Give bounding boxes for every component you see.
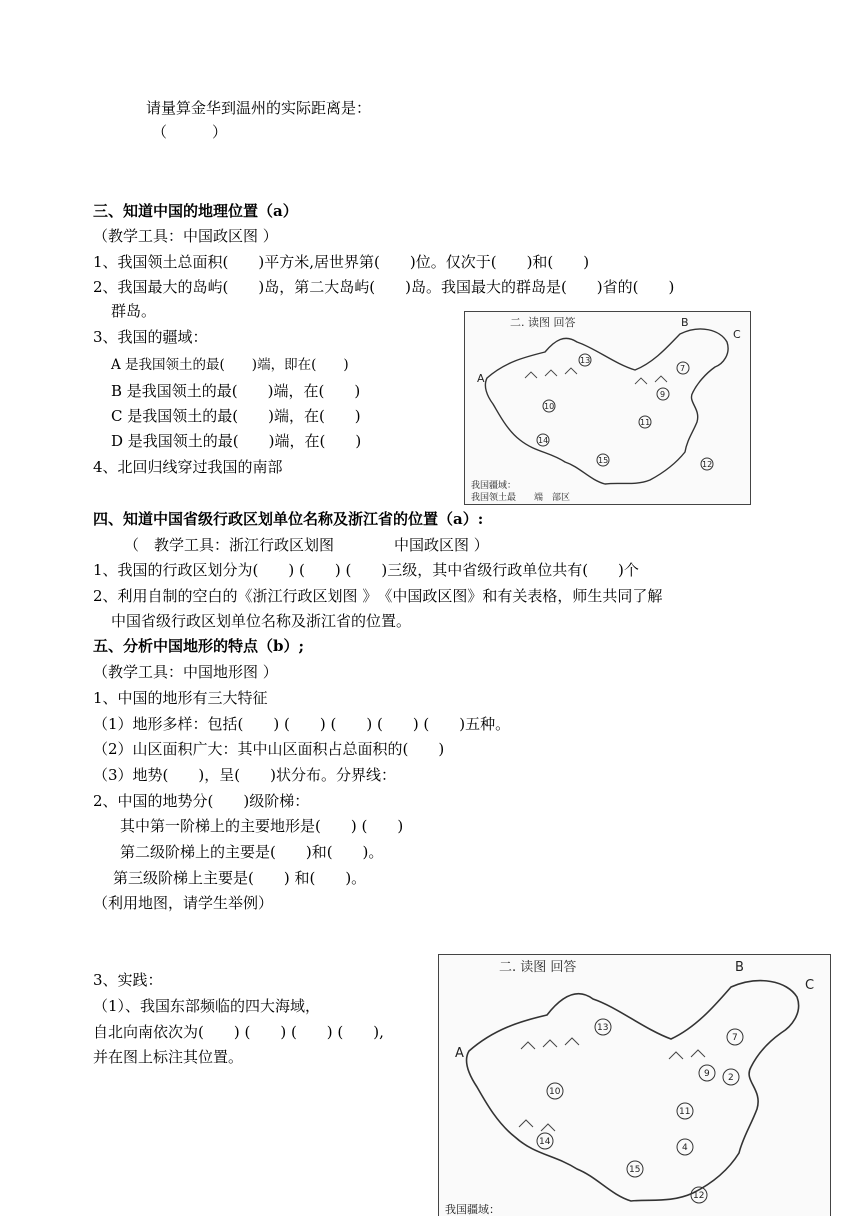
section-5-tool: （教学工具：中国地形图 ） [93, 663, 278, 681]
section-5-q2-3: 第三级阶梯上主要是( ) 和( )。 [113, 869, 367, 887]
section-4-q2-cont: 中国省级行政区划单位名称及浙江省的位置。 [111, 612, 412, 630]
map-footer: 我国疆域： [445, 1203, 500, 1216]
map-number: 13 [597, 1023, 609, 1033]
map-number: 15 [598, 456, 609, 465]
label-a: A [477, 372, 485, 385]
section-5-q2: 2、中国的地势分( )级阶梯： [93, 792, 310, 810]
map-number: 10 [549, 1087, 561, 1097]
label-a: A [455, 1046, 464, 1061]
map-number: 10 [544, 402, 555, 411]
section-4-tool: （ 教学工具：浙江行政区划图 中国政区图 ） [124, 536, 489, 554]
section-3-tool: （教学工具：中国政区图 ） [93, 227, 278, 245]
label-c: C [733, 328, 741, 341]
map-number: 2 [728, 1073, 734, 1083]
map-number: 4 [682, 1143, 688, 1153]
map-header: 二. 读图 回答 [499, 960, 577, 975]
section-4-heading: 四、知道中国省级行政区划单位名称及浙江省的位置（a）: [93, 510, 484, 528]
section-5-q1-3: （3）地势( )，呈( )状分布。分界线： [93, 766, 396, 784]
section-5-q1-2: （2）山区面积广大：其中山区面积占总面积的( ) [93, 740, 445, 758]
china-map-sketch-2 [438, 954, 831, 1216]
section-5-q3-2: 自北向南依次为( ) ( ) ( ) ( ), [93, 1023, 384, 1041]
map-footer-2: 我国领土最 端 部区 [471, 493, 571, 503]
section-5-q3-1: （1）、我国东部频临的四大海域， [93, 997, 321, 1015]
china-map-sketch-1 [464, 311, 751, 505]
map-drawing [439, 955, 830, 1216]
section-3-q3-c: C 是我国领土的最( )端，在( ) [111, 407, 361, 425]
map-header: 二. 读图 回答 [510, 316, 576, 329]
section-3-q1: 1、我国领土总面积( )平方米,居世界第( )位。仅次于( )和( ) [93, 253, 590, 271]
map-number: 14 [538, 436, 549, 445]
section-3-q3-a: A 是我国领土的最( )端，即在( ) [111, 357, 349, 373]
map-number: 7 [732, 1033, 738, 1043]
section-5-q2-1: 其中第一阶梯上的主要地形是( ) ( ) [120, 817, 404, 835]
section-4-q2: 2、利用自制的空白的《浙江行政区划图 》 《中国政区图》和有关表格，师生共同了解 [93, 587, 663, 605]
label-b: B [681, 316, 689, 329]
section-5-q3-3: 并在图上标注其位置。 [93, 1048, 244, 1066]
label-b: B [735, 960, 744, 975]
map-number: 11 [679, 1107, 691, 1117]
section-5-q2-2: 第二级阶梯上的主要是( )和( )。 [120, 843, 384, 861]
distance-answer-blank: （ ） [152, 123, 228, 141]
section-4-q1: 1、我国的行政区划分为( ) ( ) ( )三级，其中省级行政单位共有( )个 [93, 561, 639, 579]
section-5-q1: 1、中国的地形有三大特征 [93, 689, 268, 707]
map-number: 9 [704, 1069, 710, 1079]
section-3-q3-d: D 是我国领土的最( )端，在( ) [111, 432, 362, 450]
map-number: 7 [680, 364, 686, 373]
section-5-q3: 3、实践： [93, 971, 163, 989]
section-3-q3: 3、我国的疆域： [93, 328, 208, 346]
map-number: 15 [629, 1165, 641, 1175]
map-number: 11 [640, 418, 651, 427]
section-3-heading: 三、知道中国的地理位置（a） [93, 202, 298, 220]
section-5-q1-1: （1）地形多样：包括( ) ( ) ( ) ( ) ( )五种。 [93, 715, 511, 733]
map-number: 12 [702, 460, 713, 469]
section-3-q2-cont: 群岛。 [111, 302, 157, 320]
section-3-q3-b: B 是我国领土的最( )端，在( ) [111, 382, 361, 400]
section-3-q4: 4、北回归线穿过我国的南部 [93, 458, 283, 476]
map-drawing [465, 312, 750, 504]
section-5-q2-note: （利用地图，请学生举例） [93, 894, 274, 912]
map-number: 9 [660, 390, 666, 399]
map-number: 13 [580, 356, 591, 365]
map-number: 12 [693, 1191, 705, 1201]
map-footer: 我国疆域： [471, 481, 517, 491]
map-number: 14 [539, 1137, 551, 1147]
section-5-heading: 五、分析中国地形的特点（b）; [93, 637, 305, 655]
distance-prompt: 请量算金华到温州的实际距离是： [146, 99, 372, 117]
section-3-q2: 2、我国最大的岛屿( )岛，第二大岛屿( )岛。我国最大的群岛是( )省的( ) [93, 278, 675, 296]
label-c: C [805, 978, 815, 993]
